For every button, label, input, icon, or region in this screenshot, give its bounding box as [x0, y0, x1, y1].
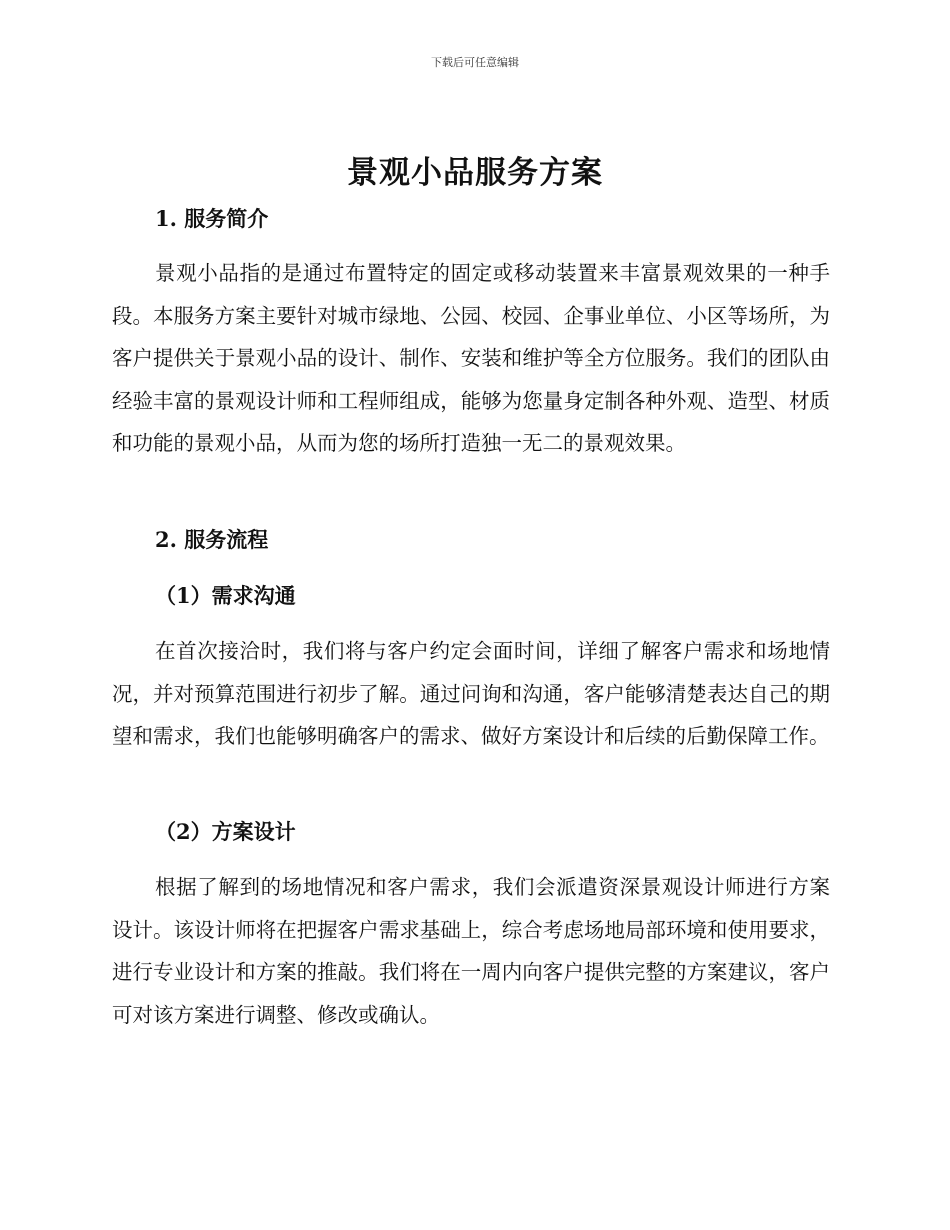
section-heading-service-intro: 1. 服务简介 [155, 206, 269, 231]
subsection-heading-plan-design: （2）方案设计 [155, 819, 296, 844]
subsection-heading-needs-communication: （1）需求沟通 [155, 583, 296, 608]
paragraph-service-intro: 景观小品指的是通过布置特定的固定或移动装置来丰富景观效果的一种手段。本服务方案主要针对城市绿地、公园、校园、企事业单位、小区等场所，为客户提供关于景观小品的设计、制作、安装和维护等全方位服务。我们的团队由经验丰富的景观设计师和工程师组成，能够为您量身定制各种外观、造型、材质和功能的景观小品，从而为您的场所打造独一无二的景观效果。 [112, 261, 830, 455]
section-heading-service-process: 2. 服务流程 [155, 527, 269, 552]
paragraph-plan-design: 根据了解到的场地情况和客户需求，我们会派遣资深景观设计师进行方案设计。该设计师将在把握客户需求基础上，综合考虑场地局部环境和使用要求，进行专业设计和方案的推敲。我们将在一周内向客户提供完整的方案建议，客户可对该方案进行调整、修改或确认。 [112, 875, 830, 1027]
document-title: 景观小品服务方案 [347, 155, 603, 191]
paragraph-needs-communication: 在首次接洽时，我们将与客户约定会面时间，详细了解客户需求和场地情况，并对预算范围进行初步了解。通过问询和沟通，客户能够清楚表达自己的期望和需求，我们也能够明确客户的需求、做好方案设计和后续的后勤保障工作。 [112, 639, 830, 748]
page-header-note: 下载后可任意编辑 [431, 56, 519, 69]
